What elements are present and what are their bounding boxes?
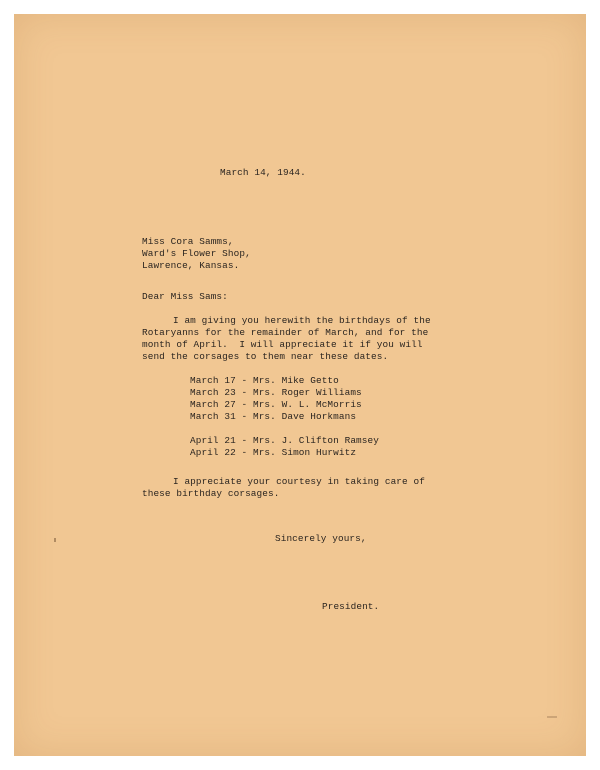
recipient-name: Miss Cora Samms,	[142, 236, 234, 247]
recipient-business: Ward's Flower Shop,	[142, 248, 251, 259]
recipient-city: Lawrence, Kansas.	[142, 260, 240, 271]
birthday-list-item: March 17 - Mrs. Mike Getto	[190, 375, 339, 386]
salutation: Dear Miss Sams:	[142, 291, 228, 302]
signature-title: President.	[322, 601, 380, 612]
closing-line: I appreciate your courtesy in taking care of	[173, 476, 425, 487]
body-line: month of April. I will appreciate it if you will	[142, 339, 423, 350]
birthday-list-item: April 21 - Mrs. J. Clifton Ramsey	[190, 435, 379, 446]
birthday-list-item: April 22 - Mrs. Simon Hurwitz	[190, 447, 357, 458]
birthday-list-item: March 31 - Mrs. Dave Horkmans	[190, 411, 357, 422]
birthday-list-item: March 23 - Mrs. Roger Williams	[190, 387, 362, 398]
paper-speck	[547, 716, 557, 718]
body-line: send the corsages to them near these dates.	[142, 351, 389, 362]
closing-line: these birthday corsages.	[142, 488, 280, 499]
signoff: Sincerely yours,	[275, 533, 367, 544]
body-line: I am giving you herewith the birthdays of the	[173, 315, 431, 326]
letter-date: March 14, 1944.	[220, 167, 306, 178]
body-line: Rotaryanns for the remainder of March, and for the	[142, 327, 429, 338]
paper-speck	[54, 538, 56, 542]
birthday-list-item: March 27 - Mrs. W. L. McMorris	[190, 399, 362, 410]
